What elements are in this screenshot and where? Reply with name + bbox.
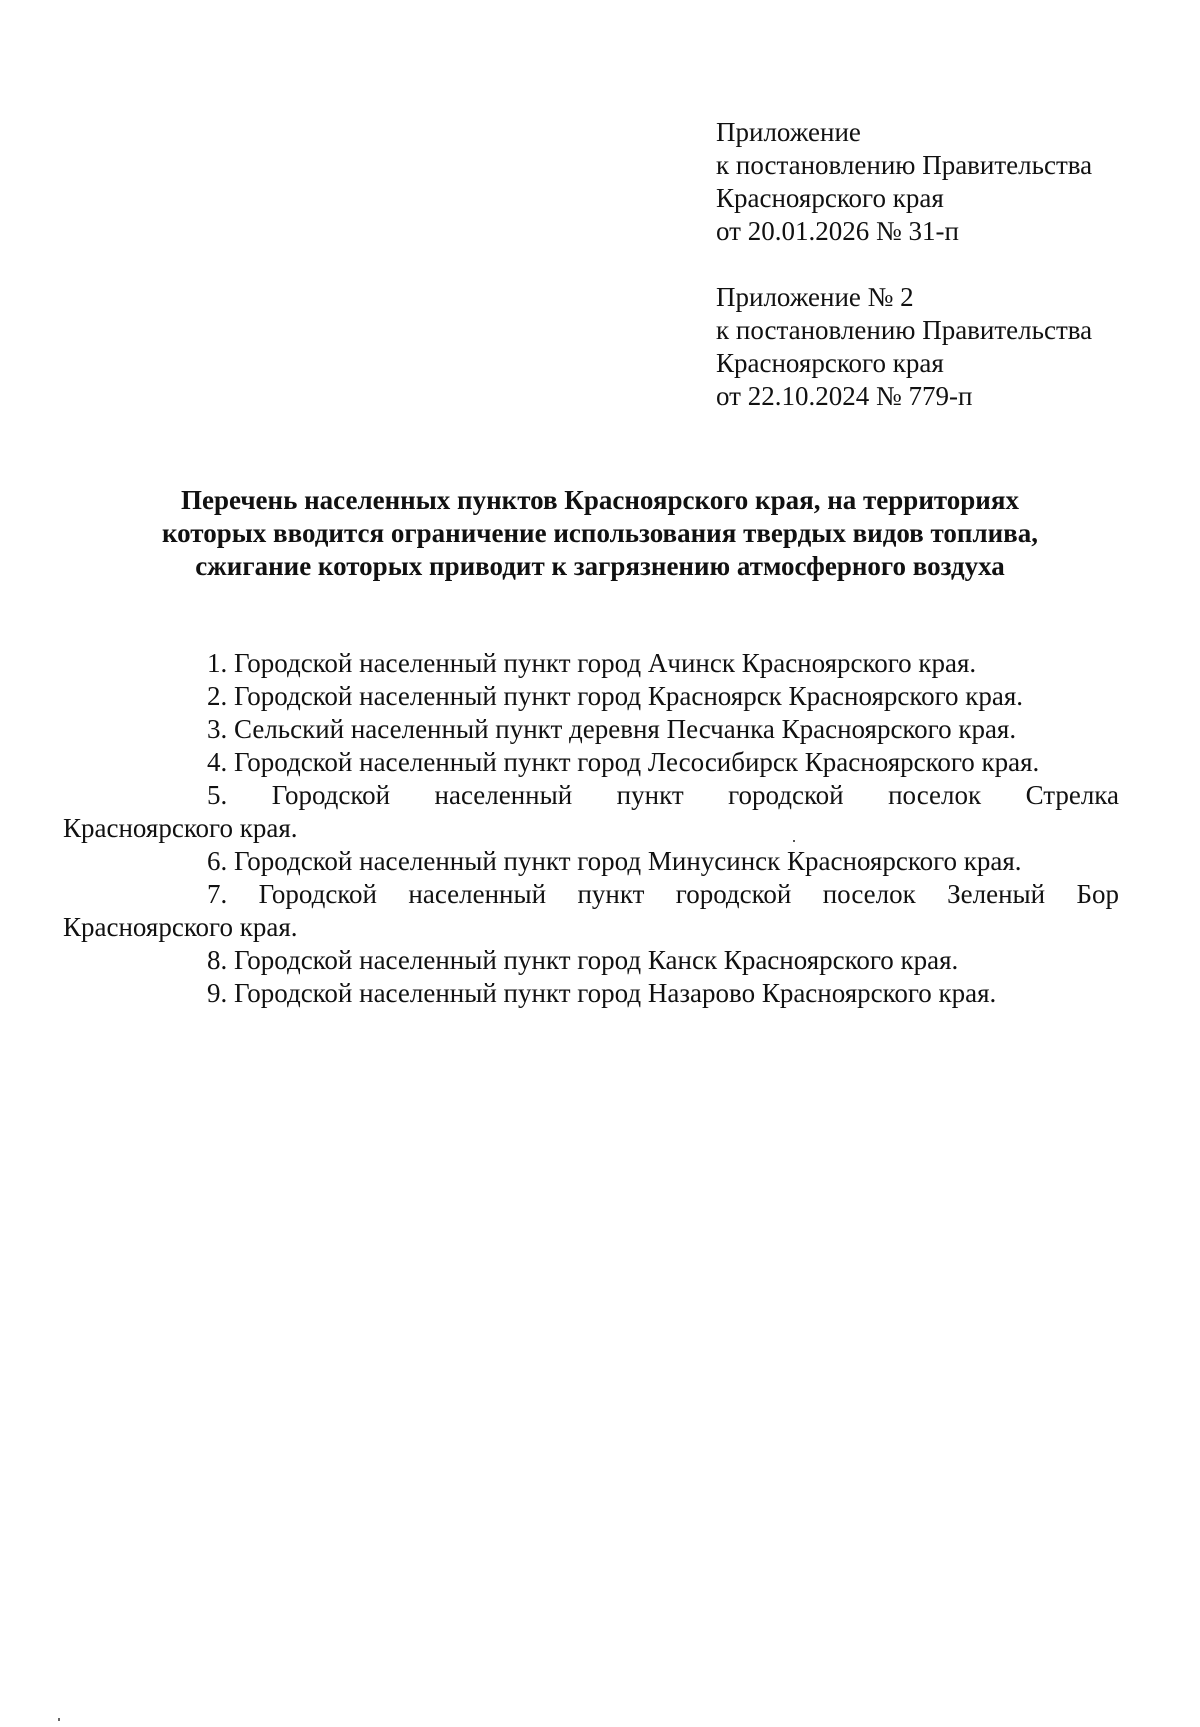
list-item: 6. Городской населенный пункт город Минусинск Красноярского края. (207, 846, 1022, 876)
appendix-header-current (716, 116, 1156, 248)
appendix-line: Красноярского края (716, 183, 944, 213)
document-title (120, 484, 1080, 583)
appendix-line: к постановлению Правительства (716, 150, 1093, 180)
list-item: 2. Городской населенный пункт город Красноярск Красноярского края. (207, 681, 1024, 711)
scan-speck (793, 840, 795, 842)
title-line: которых вводится ограничение использования твердых видов топлива, (161, 518, 1039, 548)
list-item: 8. Городской населенный пункт город Канск Красноярского края. (207, 945, 959, 975)
appendix-line: Приложение № 2 (716, 282, 914, 312)
settlement-list (63, 647, 1119, 1010)
list-item (63, 878, 1119, 944)
appendix-line: от 22.10.2024 № 779-п (716, 381, 973, 411)
appendix-line: Красноярского края (716, 348, 944, 378)
appendix-line: к постановлению Правительства (716, 315, 1093, 345)
appendix-line: от 20.01.2026 № 31-п (716, 216, 959, 246)
list-item (63, 779, 1119, 845)
list-item-first-line: 5. Городской населенный пункт городской поселок Стрелка (207, 780, 1119, 810)
appendix-header-original (716, 281, 1156, 413)
title-line: Перечень населенных пунктов Красноярского края, на территориях (181, 485, 1019, 515)
list-item-continuation: Красноярского края. (63, 912, 298, 942)
scan-speck (58, 1718, 60, 1721)
list-item: 1. Городской населенный пункт город Ачинск Красноярского края. (207, 648, 977, 678)
list-item: 3. Сельский населенный пункт деревня Песчанка Красноярского края. (207, 714, 1017, 744)
list-item-continuation: Красноярского края. (63, 813, 298, 843)
list-item-first-line: 7. Городской населенный пункт городской поселок Зеленый Бор (207, 879, 1119, 909)
title-line: сжигание которых приводит к загрязнению атмосферного воздуха (195, 551, 1005, 581)
appendix-line: Приложение (716, 117, 861, 147)
list-item: 4. Городской населенный пункт город Лесосибирск Красноярского края. (207, 747, 1040, 777)
list-item: 9. Городской населенный пункт город Назарово Красноярского края. (207, 978, 997, 1008)
